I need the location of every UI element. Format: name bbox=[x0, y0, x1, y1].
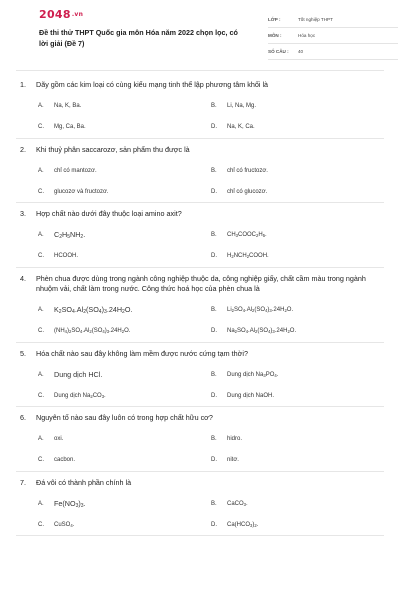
question-stem bbox=[20, 274, 384, 295]
question-stem bbox=[20, 349, 384, 360]
option-letter: A. bbox=[38, 500, 44, 507]
answer-option-a[interactable] bbox=[38, 96, 211, 117]
option-text: $Fe(NO_3)_3$. bbox=[54, 498, 86, 509]
question-2 bbox=[16, 139, 384, 204]
option-letter: A. bbox=[38, 167, 44, 174]
question-number: 1. bbox=[20, 80, 26, 89]
question-text: Đá vôi có thành phần chính là bbox=[36, 477, 132, 487]
option-text: CaCO$_3$. bbox=[227, 500, 248, 507]
option-letter: A. bbox=[38, 103, 44, 109]
option-letter: C. bbox=[38, 253, 44, 259]
question-3 bbox=[16, 203, 384, 268]
option-letter: B. bbox=[211, 500, 217, 507]
answer-option-b[interactable] bbox=[211, 300, 384, 321]
question-4 bbox=[16, 268, 384, 343]
header-divider bbox=[16, 70, 384, 71]
answer-option-a[interactable] bbox=[38, 493, 211, 514]
option-letter: B. bbox=[211, 232, 217, 238]
option-text: Na, K, Ba. bbox=[54, 103, 82, 109]
option-text: $Li_2SO_4.Al_2(SO_4)_3.24H_2O$. bbox=[227, 307, 294, 313]
option-text: chỉ có mantozơ. bbox=[54, 167, 97, 174]
option-text: Na, K, Ca. bbox=[227, 124, 255, 130]
meta-value: 40 bbox=[298, 49, 304, 54]
option-text: nitơ. bbox=[227, 457, 239, 463]
option-letter: A. bbox=[38, 307, 44, 313]
option-letter: D. bbox=[211, 457, 217, 463]
answer-option-a[interactable] bbox=[38, 300, 211, 321]
question-number: 4. bbox=[20, 273, 26, 283]
option-letter: B. bbox=[211, 307, 217, 313]
question-6 bbox=[16, 407, 384, 472]
meta-info bbox=[268, 12, 398, 60]
answer-option-d[interactable] bbox=[211, 385, 384, 406]
option-letter: D. bbox=[211, 392, 217, 399]
meta-row-class bbox=[268, 12, 398, 28]
option-text: cacbon. bbox=[54, 457, 76, 463]
question-number: 3. bbox=[20, 209, 26, 218]
answer-option-b[interactable] bbox=[211, 225, 384, 246]
option-letter: C. bbox=[38, 457, 44, 463]
answer-option-a[interactable] bbox=[38, 364, 211, 385]
option-letter: D. bbox=[211, 521, 217, 528]
meta-value: Tốt nghiệp THPT bbox=[298, 17, 333, 22]
option-letter: A. bbox=[38, 436, 44, 442]
question-number: 6. bbox=[20, 413, 26, 422]
site-logo[interactable] bbox=[39, 8, 83, 21]
question-text: Nguyên tố nào sau đây luôn có trong hợp chất hữu cơ? bbox=[36, 413, 213, 422]
option-text: $(NH_4)_2SO_4.Al_2(SO_4)_3.24H_2O$. bbox=[54, 328, 131, 334]
question-stem bbox=[20, 145, 384, 156]
answer-option-d[interactable] bbox=[211, 450, 384, 471]
option-letter: C. bbox=[38, 188, 44, 195]
option-letter: A. bbox=[38, 232, 44, 238]
answer-option-b[interactable] bbox=[211, 493, 384, 514]
answer-option-b[interactable] bbox=[211, 429, 384, 450]
answer-option-b[interactable] bbox=[211, 96, 384, 117]
option-text: glucozơ và fructozơ. bbox=[54, 188, 109, 195]
option-letter: D. bbox=[211, 124, 217, 130]
option-text: Mg, Ca, Ba. bbox=[54, 124, 86, 130]
question-number: 7. bbox=[20, 477, 26, 487]
answer-option-a[interactable] bbox=[38, 429, 211, 450]
option-letter: D. bbox=[211, 253, 217, 259]
option-text: hidro. bbox=[227, 436, 243, 442]
logo-text: 2048 bbox=[39, 8, 71, 21]
option-letter: B. bbox=[211, 371, 217, 378]
option-text: $CH_3COOC_2H_5$. bbox=[227, 232, 267, 238]
question-stem bbox=[20, 209, 384, 220]
answer-option-b[interactable] bbox=[211, 160, 384, 181]
option-text: Dung dịch $Na_2CO_3$. bbox=[54, 392, 106, 399]
answer-option-d[interactable] bbox=[211, 246, 384, 267]
option-text: chỉ có fructozơ. bbox=[227, 167, 268, 174]
option-letter: D. bbox=[211, 188, 217, 195]
answer-option-d[interactable] bbox=[211, 181, 384, 202]
option-letter: B. bbox=[211, 436, 217, 442]
option-text: Li, Na, Mg. bbox=[227, 103, 257, 109]
question-text: Phèn chua được dùng trong ngành công nghiệp thuộc da, công nghiệp giấy, chất cầm màu trong ngành nhuộm vải, chất làm trong nước. Công thức hoá học của phèn chua là bbox=[36, 273, 366, 293]
option-letter: C. bbox=[38, 521, 44, 528]
answer-option-a[interactable] bbox=[38, 160, 211, 181]
answer-options bbox=[20, 295, 384, 342]
answer-options bbox=[20, 91, 384, 138]
answer-options bbox=[20, 155, 384, 202]
option-letter: B. bbox=[211, 167, 217, 174]
question-text: Hóa chất nào sau đây không làm mềm được nước cứng tạm thời? bbox=[36, 348, 248, 358]
option-text: HCOOH. bbox=[54, 253, 78, 259]
answer-options bbox=[20, 424, 384, 471]
answer-options bbox=[20, 488, 384, 535]
option-text: chỉ có glucozơ. bbox=[227, 188, 268, 195]
meta-row-count bbox=[268, 44, 398, 60]
option-letter: D. bbox=[211, 328, 217, 334]
question-stem bbox=[20, 80, 384, 91]
question-stem bbox=[20, 413, 384, 424]
meta-value: Hóa học bbox=[298, 33, 316, 38]
option-letter: C. bbox=[38, 392, 44, 399]
question-text: Dãy gồm các kim loại có cùng kiểu mạng tinh thể lập phương tâm khối là bbox=[36, 80, 269, 89]
question-text: Hợp chất nào dưới đây thuộc loại amino axit? bbox=[36, 209, 182, 218]
answer-option-c[interactable] bbox=[38, 246, 211, 267]
answer-option-a[interactable] bbox=[38, 225, 211, 246]
answer-option-c[interactable] bbox=[38, 117, 211, 138]
answer-option-d[interactable] bbox=[211, 117, 384, 138]
option-letter: A. bbox=[38, 371, 44, 378]
answer-option-c[interactable] bbox=[38, 514, 211, 535]
question-5 bbox=[16, 343, 384, 408]
option-text: Dung dịch NaOH. bbox=[227, 392, 275, 399]
answer-option-d[interactable] bbox=[211, 321, 384, 342]
logo-suffix: .vn bbox=[71, 11, 84, 18]
question-1 bbox=[16, 74, 384, 139]
answer-options bbox=[20, 359, 384, 406]
option-text: Dung dịch HCl. bbox=[54, 370, 103, 379]
option-text: CuSO$_4$. bbox=[54, 521, 75, 528]
header bbox=[16, 0, 384, 70]
question-text: Khi thuỷ phân saccarozơ, sản phẩm thu được là bbox=[36, 144, 190, 154]
option-letter: C. bbox=[38, 328, 44, 334]
option-text: $Na_2SO_4.Al_2(SO_4)_3.24H_2O$. bbox=[227, 328, 297, 334]
option-text: $H_2NCH_2COOH$. bbox=[227, 253, 269, 259]
option-text: Dung dịch $Na_3PO_4$. bbox=[227, 371, 279, 378]
answer-option-c[interactable] bbox=[38, 450, 211, 471]
option-text: $K_2SO_4.Al_2(SO_4)_3.24H_2O$. bbox=[54, 305, 133, 315]
option-text: $Ca(HCO_3)_2$. bbox=[227, 521, 259, 528]
meta-label: SỐ CÂU : bbox=[268, 49, 289, 54]
option-text: oxi. bbox=[54, 436, 64, 442]
answer-options bbox=[20, 220, 384, 267]
meta-label: LỚP : bbox=[268, 17, 281, 22]
answer-option-c[interactable] bbox=[38, 321, 211, 342]
question-number: 5. bbox=[20, 348, 26, 358]
option-letter: C. bbox=[38, 124, 44, 130]
question-7 bbox=[16, 472, 384, 537]
answer-option-c[interactable] bbox=[38, 181, 211, 202]
answer-option-b[interactable] bbox=[211, 364, 384, 385]
option-text: $C_2H_5NH_2$. bbox=[54, 230, 86, 240]
option-letter: B. bbox=[211, 103, 217, 109]
document-title: Đề thi thử THPT Quốc gia môn Hóa năm 2022 chọn lọc, có lời giải (Đề 7) bbox=[39, 28, 238, 48]
question-list bbox=[16, 74, 384, 536]
meta-label: MÔN : bbox=[268, 33, 282, 38]
question-number: 2. bbox=[20, 144, 26, 154]
question-stem bbox=[20, 478, 384, 489]
answer-option-c[interactable] bbox=[38, 385, 211, 406]
answer-option-d[interactable] bbox=[211, 514, 384, 535]
meta-row-subject bbox=[268, 28, 398, 44]
